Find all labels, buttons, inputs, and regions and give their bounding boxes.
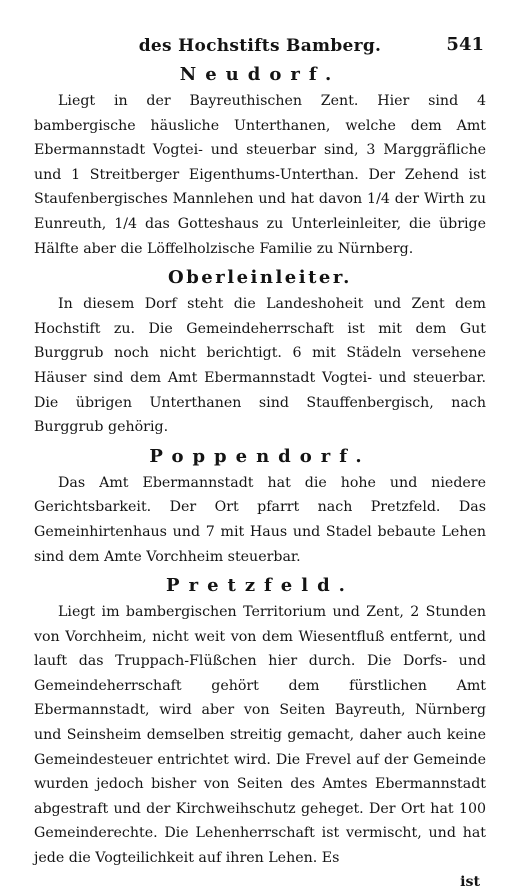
section-heading: Neudorf.: [179, 64, 341, 85]
catchword: ist: [460, 873, 480, 890]
section-paragraph: In diesem Dorf steht die Landeshoheit und Zent dem Hochstift zu. Die Gemeindeherrschaft ist mit dem Gut Burggrub noch nicht berichtigt. 6 mit Städeln versehene Häuser sind dem Amt Ebermannstadt Vogtei- und steuerbar. Die übrigen Unterthanen sind Stauffenbergisch, nach Burggrub gehörig.: [34, 296, 486, 436]
section-heading: Oberleinleiter.: [168, 267, 352, 289]
section-heading: Pretzfeld.: [166, 575, 354, 597]
running-header: [34, 28, 486, 54]
section-paragraph: Das Amt Ebermannstadt hat die hohe und niedere Gerichtsbarkeit. Der Ort pfarrt nach Pretzfeld. Das Gemeinhirtenhaus und 7 mit Haus und Stadel bebaute Lehen sind dem Amte Vorchheim steuerbar.: [34, 474, 486, 565]
section-poppendorf: [34, 446, 486, 569]
section-oberleinleiter: [34, 267, 486, 440]
section-neudorf: [34, 64, 486, 261]
section-paragraph: Liegt in der Bayreuthischen Zent. Hier sind 4 bambergische häusliche Unterthanen, welche dem Amt Ebermannstadt Vogtei- und steuerbar sind, 3 Marggräfliche und 1 Streitberger Eigenthums-Unterthan. Der Zehend ist Staufenbergisches Mannlehen und hat davon 1/4 der Wirth zu Eunreuth, 1/4 das Gotteshaus zu Unterleinleiter, die übrige Hälfte aber die Löffelholzische Familie zu Nürnberg.: [34, 93, 486, 257]
section-pretzfeld: [34, 575, 486, 871]
section-heading: Poppendorf.: [149, 445, 371, 467]
section-paragraph: Liegt im bambergischen Territorium und Zent, 2 Stunden von Vorchheim, nicht weit von dem Wiesentfluß entfernt, und lauft das Truppach-Flüßchen hier durch. Die Dorfs- und Gemeindeherrschaft gehört dem fürstlichen Amt Ebermannstadt, wird aber von Seiten Bayreuth, Nürnberg und Seinsheim demselben streitig gemacht, daher auch keine Gemeindesteuer entrichtet wird. Die Frevel auf der Gemeinde wurden jedoch bisher von Seiten des Amtes Ebermannstadt abgestraft und der Kirchweihschutz geheget. Der Ort hat 100 Gemeinderechte. Die Lehenherrschaft ist vermischt, und hat jede die Vogteilichkeit auf ihren Lehen. Es: [34, 604, 486, 867]
running-title: des Hochstifts Bamberg.: [138, 36, 382, 56]
page-number: 541: [446, 34, 484, 55]
